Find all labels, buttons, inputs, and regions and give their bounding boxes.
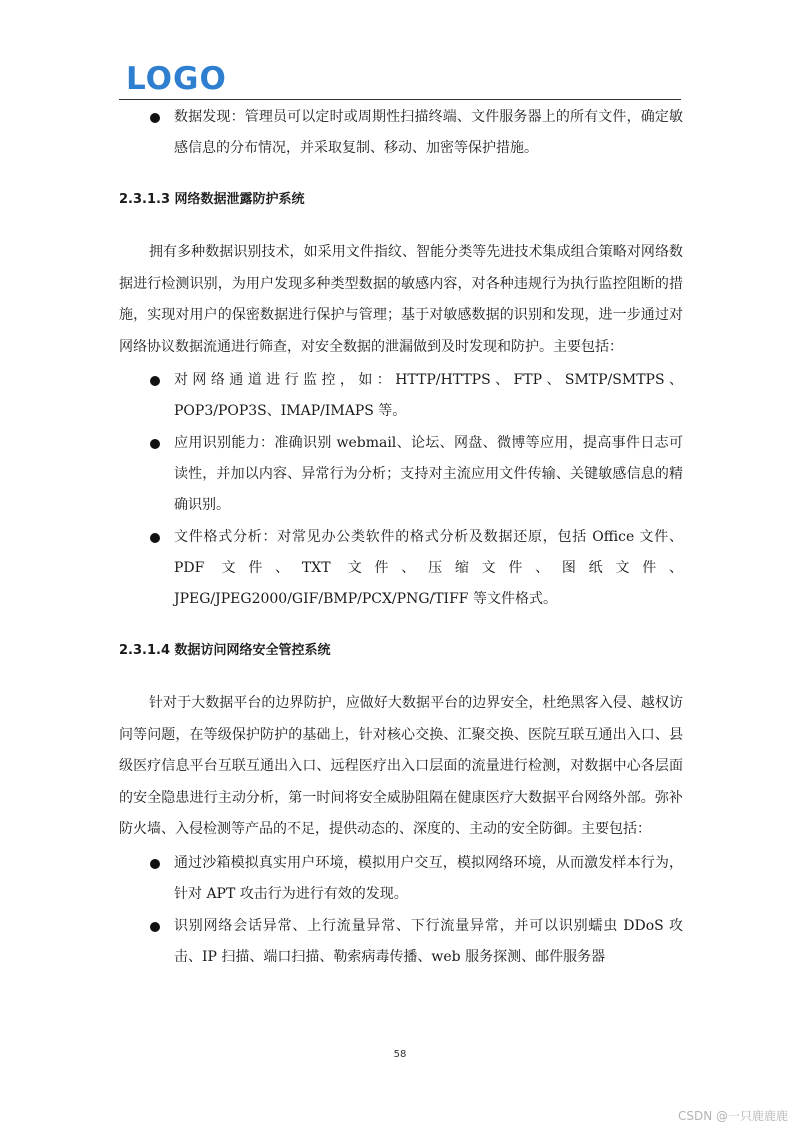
bullet-text: 应用识别能力：准确识别 webmail、论坛、网盘、微博等应用，提高事件日志可读性，并加以内容、异常行为分析；支持对主流应用文件传输、关键敏感信息的精确识别。	[174, 435, 683, 513]
bullet-dot-icon	[150, 439, 160, 449]
bullet-text: 数据发现：管理员可以定时或周期性扫描终端、文件服务器上的所有文件，确定敏感信息的分布情况，并采取复制、移动、加密等保护措施。	[174, 109, 683, 156]
bullet-item	[119, 848, 683, 910]
bullet-dot-icon	[150, 376, 160, 386]
bullet-text: 对网络通道进行监控，如：HTTP/HTTPS、FTP、SMTP/SMTPS、POP3/POP3S、IMAP/IMAPS 等。	[174, 372, 683, 419]
bullet-dot-icon	[150, 533, 160, 543]
bullet-text: 通过沙箱模拟真实用户环境，模拟用户交互，模拟网络环境，从而激发样本行为，针对 APT 攻击行为进行有效的发现。	[174, 854, 683, 902]
document-body	[119, 101, 683, 973]
bullet-item	[119, 365, 683, 427]
bullet-item	[119, 522, 683, 615]
bullet-text: 文件格式分析：对常见办公类软件的格式分析及数据还原，包括 Office 文件、PDF 文件、TXT 文件、压缩文件、图纸文件、JPEG/JPEG2000/GIF/BMP/PCX/PNG/TIFF 等文件格式。	[174, 529, 683, 607]
header-rule	[119, 99, 681, 100]
section-intro-paragraph: 针对于大数据平台的边界防护，应做好大数据平台的边界安全，杜绝黑客入侵、越权访问等问题，在等级保护防护的基础上，针对核心交换、汇聚交换、医院互联互通出入口、县级医疗信息平台互联互通出入口、远程医疗出入口层面的流量进行检测，对数据中心各层面的安全隐患进行主动分析，第一时间将安全威胁阻隔在健康医疗大数据平台网络外部。弥补防火墙、入侵检测等产品的不足，提供动态的、深度的、主动的安全防御。主要包括：	[119, 695, 683, 837]
bullet-item	[119, 911, 683, 973]
section-intro-paragraph: 拥有多种数据识别技术，如采用文件指纹、智能分类等先进技术集成组合策略对网络数据进行检测识别，为用户发现多种类型数据的敏感内容，对各种违规行为执行监控阻断的措施，实现对用户的保密数据进行保护与管理；基于对敏感数据的识别和发现，进一步通过对网络协议数据流通进行筛查，对安全数据的泄漏做到及时发现和防护。主要包括：	[119, 244, 683, 355]
page-number: 58	[393, 1049, 407, 1060]
section-heading-2-3-1-4: 2.3.1.4 数据访问网络安全管控系统	[119, 643, 331, 658]
bullet-item	[119, 428, 683, 521]
watermark: CSDN @一只鹿鹿鹿	[677, 1109, 788, 1123]
bullet-item	[119, 102, 683, 164]
section-heading-2-3-1-3: 2.3.1.3 网络数据泄露防护系统	[119, 192, 305, 207]
bullet-text: 识别网络会话异常、上行流量异常、下行流量异常，并可以识别蠕虫 DDoS 攻击、IP 扫描、端口扫描、勒索病毒传播、web 服务探测、邮件服务器	[174, 917, 683, 965]
bullet-dot-icon	[150, 113, 160, 123]
logo: LOGO	[126, 61, 227, 97]
bullet-dot-icon	[150, 859, 160, 869]
bullet-dot-icon	[150, 922, 160, 932]
